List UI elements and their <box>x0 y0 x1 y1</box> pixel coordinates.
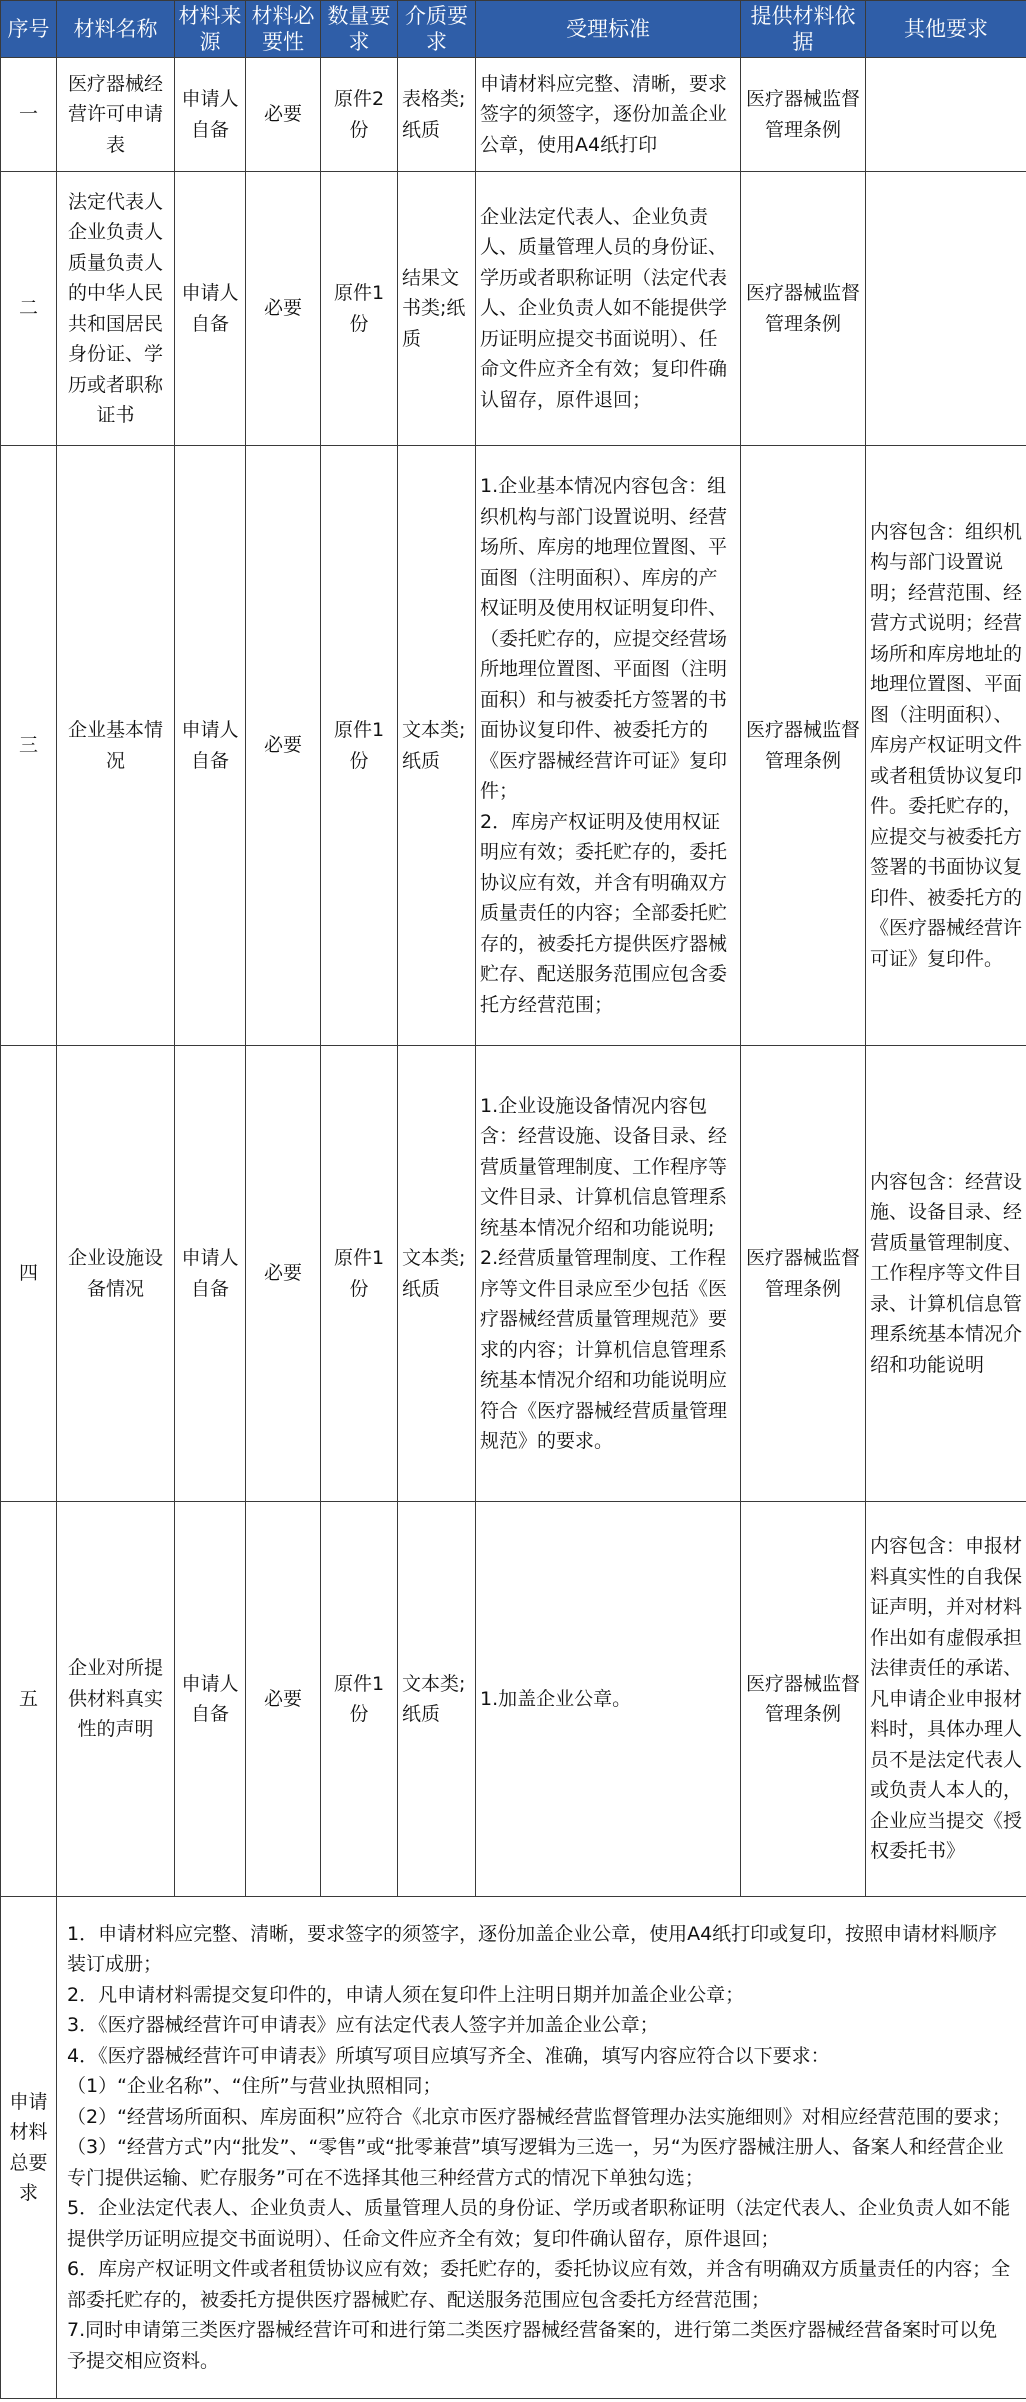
medium-requirement: 文本类;纸质 <box>398 446 476 1046</box>
material-name: 医疗器械经营许可申请表 <box>57 58 175 172</box>
table-row <box>1 58 1026 172</box>
material-necessity: 必要 <box>246 446 321 1046</box>
quantity-requirement: 原件1份 <box>321 172 398 446</box>
quantity-requirement: 原件2份 <box>321 58 398 172</box>
legal-basis: 医疗器械监督管理条例 <box>741 1502 866 1897</box>
standard-paragraph: 企业法定代表人、企业负责人、质量管理人员的身份证、学历或者职称证明（法定代表人、企业负责人如不能提供学历证明应提交书面说明）、任命文件应齐全有效；复印件确认留存，原件退回； <box>480 205 728 411</box>
standard-paragraph: 1.加盖企业公章。 <box>480 1687 632 1710</box>
summary-line: （3）“经营方式”内“批发”、“零售”或“批零兼营”填写逻辑为三选一，另“为医疗器械注册人、备案人和经营企业专门提供运输、贮存服务”可在不选择其他三种经营方式的情况下单独勾选； <box>67 2136 1004 2189</box>
summary-row <box>1 1897 1026 2399</box>
material-source: 申请人自备 <box>175 58 246 172</box>
material-name: 企业设施设备情况 <box>57 1046 175 1502</box>
summary-requirements <box>57 1897 1026 2399</box>
material-name: 法定代表人企业负责人质量负责人的中华人民共和国居民身份证、学历或者职称证书 <box>57 172 175 446</box>
legal-basis: 医疗器械监督管理条例 <box>741 58 866 172</box>
summary-line: 3．《医疗器械经营许可申请表》应有法定代表人签字并加盖企业公章； <box>67 2014 659 2037</box>
material-necessity: 必要 <box>246 58 321 172</box>
other-requirements: 内容包含：经营设施、设备目录、经营质量管理制度、工作程序等文件目录、计算机信息管理系统基本情况介绍和功能说明 <box>866 1046 1026 1502</box>
quantity-requirement: 原件1份 <box>321 1046 398 1502</box>
material-name: 企业对所提供材料真实性的声明 <box>57 1502 175 1897</box>
medium-requirement: 结果文书类;纸质 <box>398 172 476 446</box>
header-cell: 提供材料依据 <box>741 1 866 58</box>
header-cell: 材料必要性 <box>246 1 321 58</box>
medium-requirement: 表格类;纸质 <box>398 58 476 172</box>
header-row <box>1 1 1026 58</box>
acceptance-standard <box>476 446 741 1046</box>
acceptance-standard <box>476 58 741 172</box>
medium-requirement: 文本类;纸质 <box>398 1046 476 1502</box>
summary-line: 6．库房产权证明文件或者租赁协议应有效；委托贮存的，委托协议应有效，并含有明确双方质量责任的内容；全部委托贮存的，被委托方提供医疗器械贮存、配送服务范围应包含委托方经营范围； <box>67 2258 1011 2311</box>
row-number: 一 <box>1 58 57 172</box>
material-source: 申请人自备 <box>175 1046 246 1502</box>
acceptance-standard <box>476 1502 741 1897</box>
standard-paragraph: 2.经营质量管理制度、工作程序等文件目录应至少包括《医疗器械经营质量管理规范》要求的内容；计算机信息管理系统基本情况介绍和功能说明应符合《医疗器械经营质量管理规范》的要求。 <box>480 1247 728 1452</box>
legal-basis: 医疗器械监督管理条例 <box>741 1046 866 1502</box>
medium-requirement: 文本类;纸质 <box>398 1502 476 1897</box>
summary-line: 5．企业法定代表人、企业负责人、质量管理人员的身份证、学历或者职称证明（法定代表人、企业负责人如不能提供学历证明应提交书面说明）、任命文件应齐全有效；复印件确认留存，原件退回； <box>67 2197 1011 2250</box>
other-requirements: 内容包含：组织机构与部门设置说明；经营范围、经营方式说明；经营场所和库房地址的地理位置图、平面图（注明面积）、库房产权证明文件或者租赁协议复印件。委托贮存的，应提交与被委托方签署的书面协议复印件、被委托方的《医疗器械经营许可证》复印件。 <box>866 446 1026 1046</box>
material-source: 申请人自备 <box>175 172 246 446</box>
material-necessity: 必要 <box>246 1046 321 1502</box>
table-row <box>1 1046 1026 1502</box>
header-cell: 材料名称 <box>57 1 175 58</box>
other-requirements <box>866 58 1026 172</box>
standard-paragraph: 1.企业设施设备情况内容包含：经营设施、设备目录、经营质量管理制度、工作程序等文件目录、计算机信息管理系统基本情况介绍和功能说明; <box>480 1094 728 1239</box>
summary-line: 7.同时申请第三类医疗器械经营许可和进行第二类医疗器械经营备案的，进行第二类医疗器械经营备案时可以免予提交相应资料。 <box>67 2319 998 2372</box>
header-cell: 介质要求 <box>398 1 476 58</box>
summary-line: 4．《医疗器械经营许可申请表》所填写项目应填写齐全、准确，填写内容应符合以下要求： <box>67 2044 830 2067</box>
standard-paragraph: 1.企业基本情况内容包含：组织机构与部门设置说明、经营场所、库房的地理位置图、平面图（注明面积）、库房的产权证明及使用权证明复印件、（委托贮存的，应提交经营场所地理位置图、平面图（注明面积）和与被委托方签署的书面协议复印件、被委托方的《医疗器械经营许可证》复印件； <box>480 475 728 802</box>
row-number: 五 <box>1 1502 57 1897</box>
other-requirements: 内容包含：申报材料真实性的自我保证声明，并对材料作出如有虚假承担法律责任的承诺、凡申请企业申报材料时，具体办理人员不是法定代表人或负责人本人的，企业应当提交《授权委托书》 <box>866 1502 1026 1897</box>
row-number: 二 <box>1 172 57 446</box>
material-necessity: 必要 <box>246 172 321 446</box>
acceptance-standard <box>476 1046 741 1502</box>
legal-basis: 医疗器械监督管理条例 <box>741 446 866 1046</box>
quantity-requirement: 原件1份 <box>321 1502 398 1897</box>
material-source: 申请人自备 <box>175 1502 246 1897</box>
standard-paragraph: 申请材料应完整、清晰，要求签字的须签字，逐份加盖企业公章，使用A4纸打印 <box>480 72 728 156</box>
other-requirements <box>866 172 1026 446</box>
material-name: 企业基本情况 <box>57 446 175 1046</box>
material-source: 申请人自备 <box>175 446 246 1046</box>
summary-line: 2．凡申请材料需提交复印件的，申请人须在复印件上注明日期并加盖企业公章； <box>67 1983 745 2006</box>
quantity-requirement: 原件1份 <box>321 446 398 1046</box>
summary-line: 1．申请材料应完整、清晰，要求签字的须签字，逐份加盖企业公章，使用A4纸打印或复印，按照申请材料顺序装订成册； <box>67 1922 998 1976</box>
header-cell: 材料来源 <box>175 1 246 58</box>
row-number: 四 <box>1 1046 57 1502</box>
acceptance-standard <box>476 172 741 446</box>
summary-line: （2）“经营场所面积、库房面积”应符合《北京市医疗器械经营监督管理办法实施细则》对相应经营范围的要求； <box>67 2105 1011 2128</box>
row-number: 三 <box>1 446 57 1046</box>
header-cell: 其他要求 <box>866 1 1026 58</box>
summary-label: 申请材料总要求 <box>1 1897 57 2399</box>
table-row <box>1 1502 1026 1897</box>
header-cell: 数量要求 <box>321 1 398 58</box>
summary-line: （1）“企业名称”、“住所”与营业执照相同； <box>67 2075 442 2098</box>
table-row <box>1 446 1026 1046</box>
legal-basis: 医疗器械监督管理条例 <box>741 172 866 446</box>
header-cell: 序号 <box>1 1 57 58</box>
standard-paragraph: 2．库房产权证明及使用权证明应有效；委托贮存的，委托协议应有效，并含有明确双方质量责任的内容；全部委托贮存的，被委托方提供医疗器械贮存、配送服务范围应包含委托方经营范围； <box>480 810 728 1016</box>
table-row <box>1 172 1026 446</box>
header-cell: 受理标准 <box>476 1 741 58</box>
material-necessity: 必要 <box>246 1502 321 1897</box>
